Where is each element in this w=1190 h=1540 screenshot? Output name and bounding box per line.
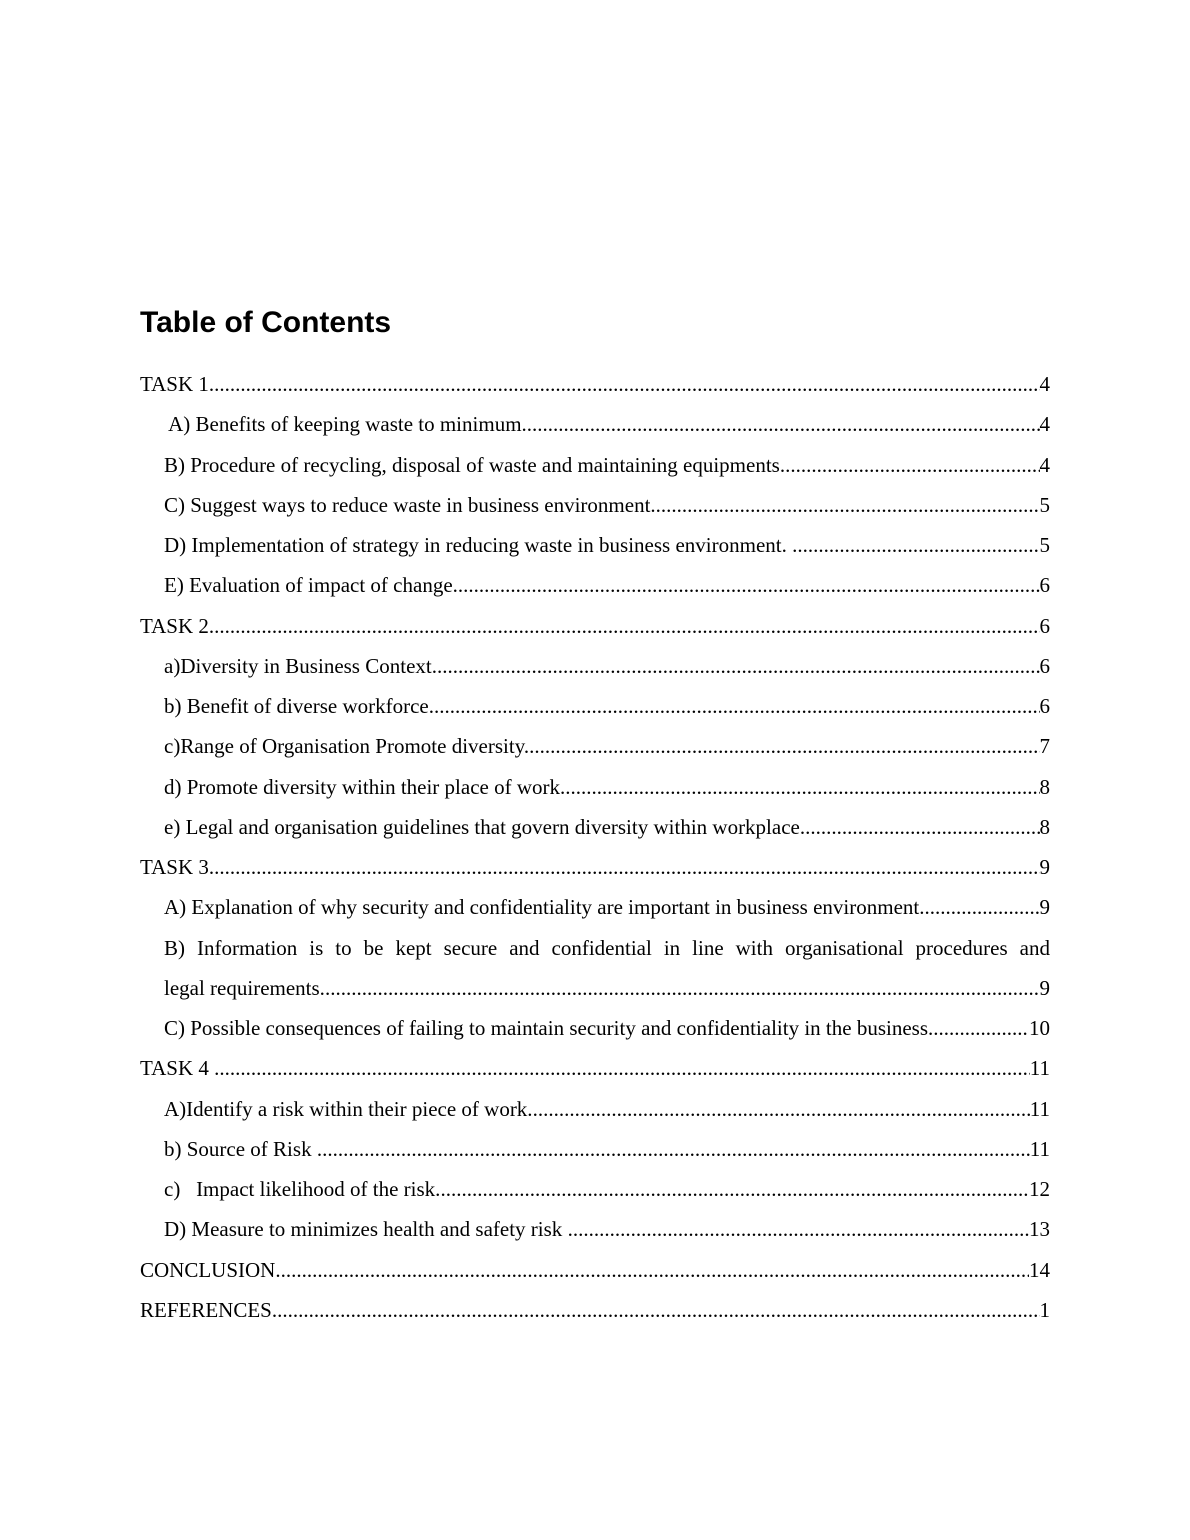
toc-entry-task-4-d[interactable] bbox=[140, 1209, 1050, 1249]
leader-dots bbox=[275, 1250, 1029, 1290]
leader-dots bbox=[527, 404, 1040, 444]
toc-entry-task-2[interactable] bbox=[140, 606, 1050, 646]
leader-dots bbox=[785, 445, 1039, 485]
leader-dots bbox=[533, 1089, 1030, 1129]
toc-entry-task-1-b[interactable] bbox=[140, 445, 1050, 485]
leader-dots bbox=[325, 968, 1040, 1008]
toc-entry-task-2-c[interactable] bbox=[140, 726, 1050, 766]
toc-entry-text: e) Legal and organisation guidelines that govern diversity within workplace. bbox=[164, 814, 806, 839]
toc-entry-text: B) Procedure of recycling, disposal of waste and maintaining equipments. bbox=[164, 452, 786, 477]
toc-entry-text: b) Source of Risk bbox=[164, 1136, 317, 1161]
toc-entry-page: 4 bbox=[1039, 452, 1050, 477]
toc-entry-task-4-a[interactable] bbox=[140, 1089, 1050, 1129]
toc-entry-text: D) Implementation of strategy in reducing waste in business environment. bbox=[164, 533, 793, 557]
toc-entry-page: 11 bbox=[1029, 1056, 1050, 1081]
toc-entry-task-4[interactable] bbox=[140, 1048, 1050, 1088]
toc-entry-task-2-e[interactable] bbox=[140, 807, 1050, 847]
toc-entry-page: 14 bbox=[1029, 1257, 1050, 1282]
toc-entry-text: c) Impact likelihood of the risk. bbox=[164, 1177, 441, 1201]
toc-entry-text: E) Evaluation of impact of change. bbox=[164, 573, 458, 598]
leader-dots bbox=[214, 1048, 1030, 1088]
leader-dots bbox=[437, 646, 1040, 686]
toc-entry-task-3-b-cont[interactable] bbox=[140, 968, 1050, 1008]
toc-entry-page: 11 bbox=[1029, 1096, 1050, 1121]
leader-dots bbox=[440, 1169, 1029, 1209]
toc-entry-page: 6 bbox=[1039, 613, 1050, 638]
toc-entry-text: A)Identify a risk within their piece of work. bbox=[164, 1096, 533, 1121]
leader-dots bbox=[209, 847, 1040, 887]
toc-entry-task-4-b[interactable] bbox=[140, 1129, 1050, 1169]
toc-entry-task-1-c[interactable] bbox=[140, 485, 1050, 525]
leader-dots bbox=[656, 485, 1040, 525]
leader-dots bbox=[924, 887, 1039, 927]
toc-entry-task-2-a[interactable] bbox=[140, 646, 1050, 686]
toc-entry-text: C) Suggest ways to reduce waste in business environment. bbox=[164, 492, 656, 517]
toc-entry-text: TASK 2 bbox=[140, 613, 209, 638]
toc-entry-text: CONCLUSION bbox=[140, 1257, 276, 1282]
leader-dots bbox=[792, 525, 1039, 565]
toc-entry-page: 5 bbox=[1039, 533, 1050, 557]
toc-entry-text: TASK 1 bbox=[140, 372, 209, 396]
toc-entry-page: 4 bbox=[1039, 372, 1050, 396]
toc-entry-task-1-a[interactable] bbox=[140, 404, 1050, 444]
toc-entry-task-3-b[interactable] bbox=[140, 928, 1050, 968]
toc-entry-page: 8 bbox=[1039, 814, 1050, 839]
toc-entry-task-1[interactable] bbox=[140, 364, 1050, 404]
toc-entry-text: D) Measure to minimizes health and safety risk bbox=[164, 1217, 568, 1242]
toc-entry-task-3-c[interactable] bbox=[140, 1008, 1050, 1048]
toc-entry-page: 13 bbox=[1029, 1217, 1050, 1242]
toc-entry-text: legal requirements. bbox=[164, 975, 325, 1000]
leader-dots bbox=[434, 686, 1040, 726]
toc-title: Table of Contents bbox=[140, 306, 392, 339]
toc-entry-text: A) Benefits of keeping waste to minimum. bbox=[164, 412, 527, 437]
leader-dots bbox=[933, 1008, 1029, 1048]
toc-entry-page: 8 bbox=[1039, 774, 1050, 799]
leader-dots bbox=[317, 1129, 1030, 1169]
toc-entry-page: 4 bbox=[1039, 412, 1050, 437]
toc-entry-task-2-b[interactable] bbox=[140, 686, 1050, 726]
leader-dots bbox=[805, 807, 1039, 847]
toc-entry-task-1-d[interactable] bbox=[140, 525, 1050, 565]
toc-entry-page: 9 bbox=[1039, 895, 1050, 920]
toc-entry-task-1-e[interactable] bbox=[140, 565, 1050, 605]
toc-entry-text: TASK 4 bbox=[140, 1056, 215, 1081]
toc-entry-task-2-d[interactable] bbox=[140, 767, 1050, 807]
toc-entry-task-3-a[interactable] bbox=[140, 887, 1050, 927]
toc-entry-page: 10 bbox=[1029, 1016, 1050, 1040]
toc-entry-text: a)Diversity in Business Context. bbox=[164, 653, 437, 678]
toc-entry-text: c)Range of Organisation Promote diversity. bbox=[164, 734, 530, 759]
leader-dots bbox=[568, 1209, 1029, 1249]
leader-dots bbox=[272, 1290, 1040, 1330]
toc-entry-text: b) Benefit of diverse workforce. bbox=[164, 694, 434, 718]
toc-entry-page: 9 bbox=[1039, 975, 1050, 1000]
toc-entry-text: d) Promote diversity within their place of work. bbox=[164, 774, 566, 799]
toc-entry-text: C) Possible consequences of failing to maintain security and confidentiality in the business. bbox=[164, 1016, 934, 1040]
toc-entry-page: 1 bbox=[1039, 1297, 1050, 1322]
toc-entry-conclusion[interactable] bbox=[140, 1250, 1050, 1290]
toc-entry-text: REFERENCES bbox=[140, 1297, 272, 1322]
leader-dots bbox=[209, 364, 1040, 404]
leader-dots bbox=[529, 726, 1039, 766]
toc-entry-text: TASK 3 bbox=[140, 855, 209, 879]
leader-dots bbox=[209, 606, 1040, 646]
toc-entry-task-4-c[interactable] bbox=[140, 1169, 1050, 1209]
table-of-contents bbox=[140, 364, 1050, 1330]
toc-entry-page: 6 bbox=[1039, 653, 1050, 678]
toc-entry-page: 7 bbox=[1039, 734, 1050, 759]
toc-entry-text: A) Explanation of why security and confidentiality are important in business environment. bbox=[164, 895, 925, 920]
toc-entry-page: 9 bbox=[1039, 855, 1050, 879]
toc-entry-text: B) Information is to be kept secure and confidential in line with organisational procedures and bbox=[164, 935, 1050, 960]
toc-entry-page: 6 bbox=[1039, 573, 1050, 598]
toc-entry-page: 5 bbox=[1039, 492, 1050, 517]
toc-entry-task-3[interactable] bbox=[140, 847, 1050, 887]
leader-dots bbox=[565, 767, 1039, 807]
toc-entry-page: 12 bbox=[1029, 1177, 1050, 1201]
toc-entry-references[interactable] bbox=[140, 1290, 1050, 1330]
toc-entry-page: 6 bbox=[1039, 694, 1050, 718]
toc-entry-page: 11 bbox=[1029, 1136, 1050, 1161]
leader-dots bbox=[458, 565, 1040, 605]
